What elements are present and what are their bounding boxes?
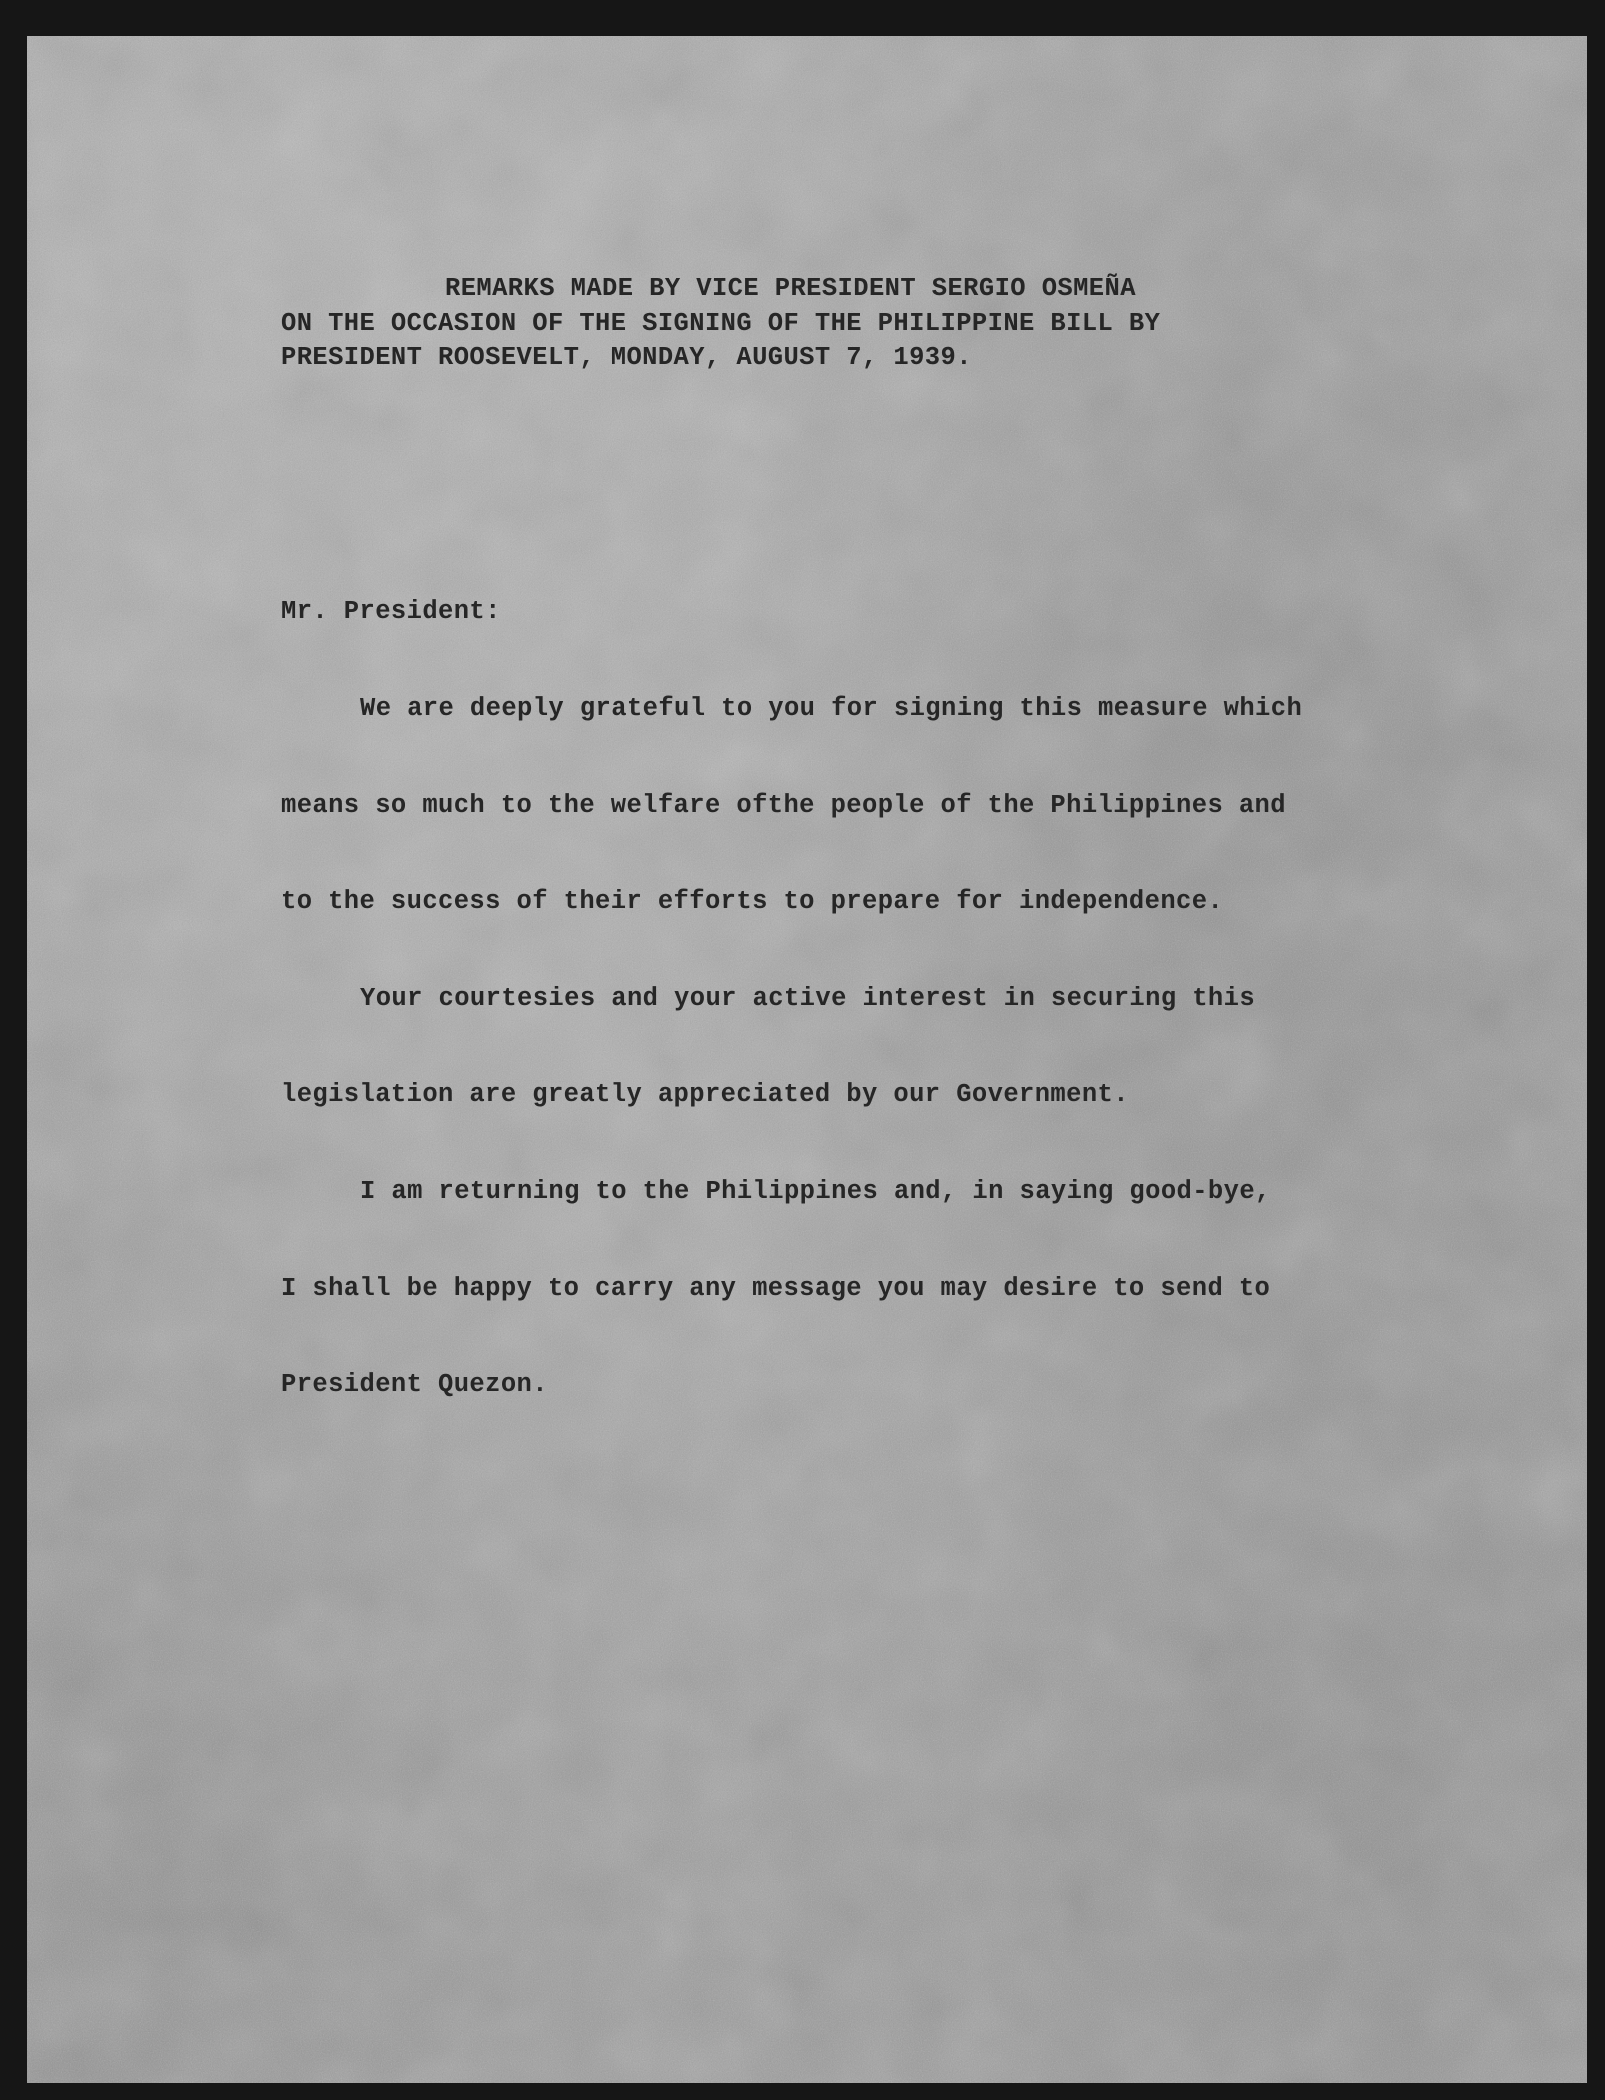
body-line-2: means so much to the welfare ofthe people of the Philippines and	[281, 791, 1286, 820]
body-line-7: I shall be happy to carry any message you may desire to send to	[281, 1274, 1271, 1303]
body-line-5: legislation are greatly appreciated by our Government.	[281, 1080, 1129, 1109]
document-page	[27, 36, 1587, 2083]
body-line-4: Your courtesies and your active interest in securing this	[360, 984, 1256, 1013]
body-line-1: We are deeply grateful to you for signing this measure which	[360, 694, 1303, 723]
heading-line-3: PRESIDENT ROOSEVELT, MONDAY, AUGUST 7, 1939.	[281, 343, 972, 372]
body-line-6: I am returning to the Philippines and, in saying good-bye,	[360, 1177, 1271, 1206]
heading-line-2: ON THE OCCASION OF THE SIGNING OF THE PHILIPPINE BILL BY	[281, 309, 1161, 338]
body-line-8: President Quezon.	[281, 1370, 548, 1399]
heading-line-1: REMARKS MADE BY VICE PRESIDENT SERGIO OSMEÑA	[445, 274, 1136, 303]
body-line-3: to the success of their efforts to prepare for independence.	[281, 887, 1224, 916]
salutation: Mr. President:	[281, 597, 501, 626]
